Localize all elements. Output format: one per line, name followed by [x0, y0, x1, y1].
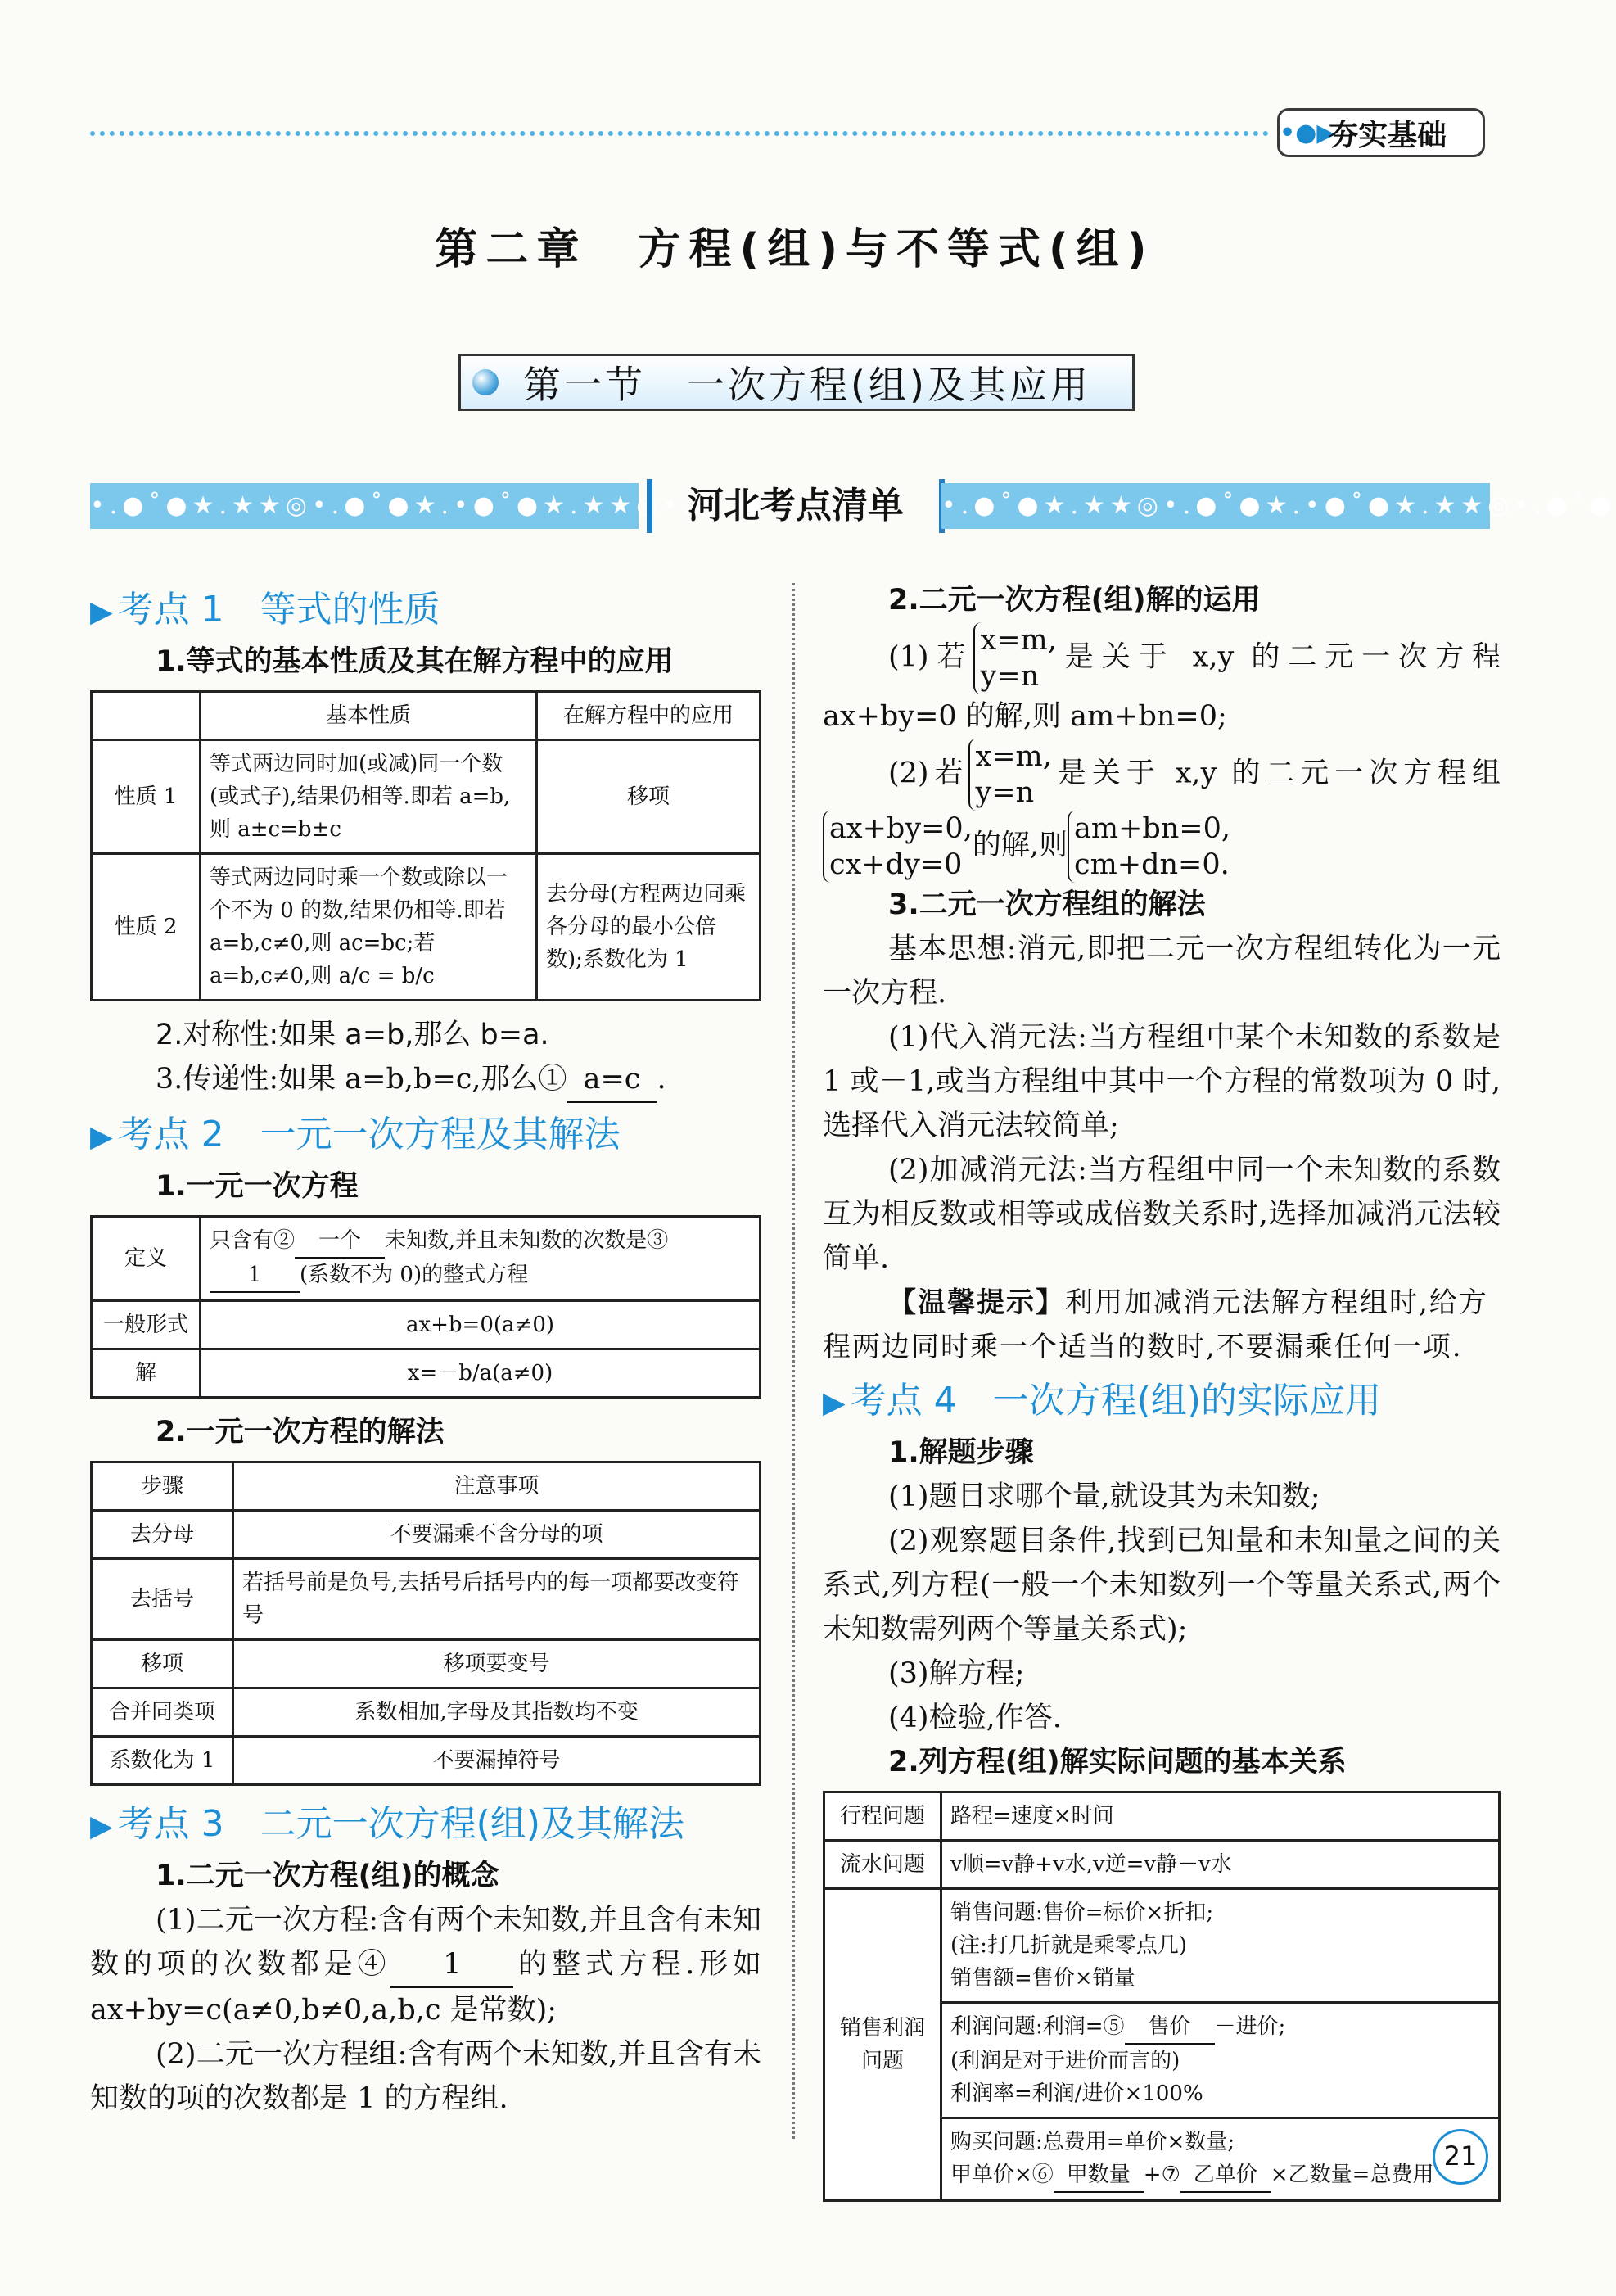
table-row: 去分母 不要漏乘不含分母的项: [92, 1511, 761, 1559]
kaodian-4-title: ▶ 考点 4 一次方程(组)的实际应用: [823, 1380, 1381, 1421]
table-row: 合并同类项 系数相加,字母及其指数均不变: [92, 1688, 761, 1737]
table-header: 步骤: [92, 1462, 233, 1511]
band-decoration-right: •.●˚●★.★★◎•.●˚●★.•●˚●★.★★◎•.●˚●: [941, 483, 1490, 529]
triangle-icon: ▶: [823, 1386, 846, 1420]
answer-blank-5: 售价: [1125, 2010, 1215, 2045]
step-item: (2)观察题目条件,找到已知量和未知量之间的关系式,列方程(一般一个未知数列一个等量关系式,两个未知数需列两个等量关系式);: [823, 1525, 1501, 1646]
answer-blank-2: 一个: [295, 1224, 385, 1259]
k1-sub1: 1.等式的基本性质及其在解方程中的应用: [156, 645, 674, 678]
left-column: [90, 578, 761, 2121]
k2-sub1: 1.一元一次方程: [156, 1170, 359, 1203]
band-decoration-left: •.●˚●★.★★◎•.●˚●★.•●˚●★.★★◎•.●˚●: [90, 483, 639, 529]
section-title-box: [458, 354, 1135, 411]
table-row: 利润问题:利润=⑤ 售价 －进价; (利润是对于进价而言的) 利润率=利润/进价×100%: [824, 2003, 1500, 2118]
linear-eq-table: [90, 1215, 761, 1399]
band-title: 河北考点清单: [647, 479, 945, 533]
kaodian-2-title: ▶ 考点 2 一元一次方程及其解法: [90, 1114, 621, 1155]
triangle-icon: ▶: [90, 595, 113, 629]
k1-symmetry: 2.对称性:如果 a=b,那么 b=a.: [156, 1019, 549, 1051]
step-item: (3)解方程;: [888, 1657, 1025, 1690]
table-row: 性质 1 等式两边同时加(或减)同一个数(或式子),结果仍相等.即若 a=b,则 a±c=b±c 移项: [92, 740, 761, 854]
step-item: (4)检验,作答.: [888, 1702, 1062, 1734]
property-table: [90, 690, 761, 1001]
table-header: 在解方程中的应用: [537, 692, 761, 740]
answer-blank-4: 1: [390, 1942, 513, 1988]
k3-para2: (2)二元一次方程组:含有两个未知数,并且含有未知数的项的次数都是 1 的方程组.: [90, 2038, 761, 2115]
table-row: 性质 2 等式两边同时乘一个数或除以一个不为 0 的数,结果仍相等.即若 a=b,c≠0,则 ac=bc;若 a=b,c≠0,则 a/c = b/c 去分母(方程两边同乘各分母的最小公倍数);系数化为 1: [92, 854, 761, 1001]
table-row: 行程问题 路程=速度×时间: [824, 1792, 1500, 1841]
right-column: [823, 578, 1501, 2213]
brand-tag: [1277, 108, 1485, 157]
r-para2: (2)若x=m, y=n是关于 x,y 的二元一次方程组ax+by=0, cx+dy=0的解,则am+bn=0, cm+dn=0.: [823, 739, 1501, 883]
header-dotted-line: [90, 131, 1269, 136]
k3-para1: (1)二元一次方程:含有两个未知数,并且含有未知数的项的次数都是④ 1 的整式方程.形如 ax+by=c(a≠0,b≠0,a,b,c 是常数);: [90, 1904, 761, 2027]
chapter-title: 第二章 方程(组)与不等式(组): [435, 225, 1155, 274]
table-row: 一般形式 ax+b=0(a≠0): [92, 1301, 761, 1349]
chevron-icon: •●▶: [1280, 118, 1336, 147]
table-header: 注意事项: [233, 1462, 761, 1511]
brand-label: 夯实基础: [1329, 118, 1447, 152]
table-row: 解 x=－b/a(a≠0): [92, 1349, 761, 1398]
kaodian-3-title: ▶ 考点 3 二元一次方程(组)及其解法: [90, 1803, 684, 1845]
table-row: 移项 移项要变号: [92, 1640, 761, 1688]
section-title: 第一节 一次方程(组)及其应用: [523, 363, 1091, 407]
table-header: 基本性质: [201, 692, 537, 740]
answer-blank-3: 1: [210, 1259, 300, 1293]
equation-system: x=m, y=n: [973, 622, 1056, 694]
equation-system: ax+by=0, cx+dy=0: [823, 811, 973, 883]
answer-blank-7: 乙单价: [1180, 2158, 1271, 2193]
page-number: 21: [1433, 2129, 1488, 2185]
table-row: 销售利润问题 销售问题:售价=标价×折扣; (注:打几折就是乘零点几) 销售额=售价×销量: [824, 1889, 1500, 2003]
r-sub3: 3.二元一次方程组的解法: [888, 888, 1206, 921]
column-divider: [792, 583, 795, 2139]
application-table: [823, 1791, 1501, 2202]
r-sub2: 2.二元一次方程(组)解的运用: [888, 584, 1261, 617]
warm-tip: 【温馨提示】利用加减消元法解方程组时,给方程两边同时乘一个适当的数时,不要漏乘任何一项.: [823, 1286, 1488, 1363]
table-row: 系数化为 1 不要漏掉符号: [92, 1737, 761, 1785]
table-row: 去括号 若括号前是负号,去括号后括号内的每一项都要改变符号: [92, 1559, 761, 1640]
triangle-icon: ▶: [90, 1810, 113, 1843]
k3-sub1: 1.二元一次方程(组)的概念: [156, 1860, 499, 1892]
answer-blank-6: 甲数量: [1054, 2158, 1144, 2193]
k4-sub2: 2.列方程(组)解实际问题的基本关系: [888, 1746, 1347, 1778]
table-row: 定义 只含有② 一个 未知数,并且未知数的次数是③1 (系数不为 0)的整式方程: [92, 1217, 761, 1301]
triangle-icon: ▶: [90, 1120, 113, 1154]
equation-system: am+bn=0, cm+dn=0.: [1068, 811, 1230, 883]
r-para3: 基本思想:消元,即把二元一次方程组转化为一元一次方程.: [823, 933, 1501, 1010]
answer-blank-1: a=c: [567, 1057, 657, 1103]
table-row: 流水问题 v顺=v静+v水,v逆=v静－v水: [824, 1841, 1500, 1889]
r-para4: (1)代入消元法:当方程组中某个未知数的系数是 1 或－1,或当方程组中其中一个方程的常数项为 0 时,选择代入消元法较简单;: [823, 1021, 1501, 1142]
k4-sub1: 1.解题步骤: [888, 1436, 1034, 1469]
solving-steps-table: [90, 1461, 761, 1786]
equation-system: x=m, y=n: [968, 739, 1051, 811]
k1-transitivity: 3.传递性:如果 a=b,b=c,那么① a=c .: [90, 1057, 761, 1103]
r-para5: (2)加减消元法:当方程组中同一个未知数的系数互为相反数或相等或成倍数关系时,选择加减消元法较简单.: [823, 1154, 1501, 1275]
r-para1: (1)若x=m, y=n是关于 x,y 的二元一次方程 ax+by=0 的解,则 am+bn=0;: [823, 624, 1501, 733]
kaodian-1-title: ▶ 考点 1 等式的性质: [90, 589, 440, 630]
globe-icon: [472, 369, 499, 395]
step-item: (1)题目求哪个量,就设其为未知数;: [888, 1480, 1320, 1513]
k2-sub2: 2.一元一次方程的解法: [156, 1416, 445, 1449]
table-row: 购买问题:总费用=单价×数量; 甲单价×⑥ 甲数量 +⑦ 乙单价 ×乙数量=总费用: [824, 2118, 1500, 2201]
